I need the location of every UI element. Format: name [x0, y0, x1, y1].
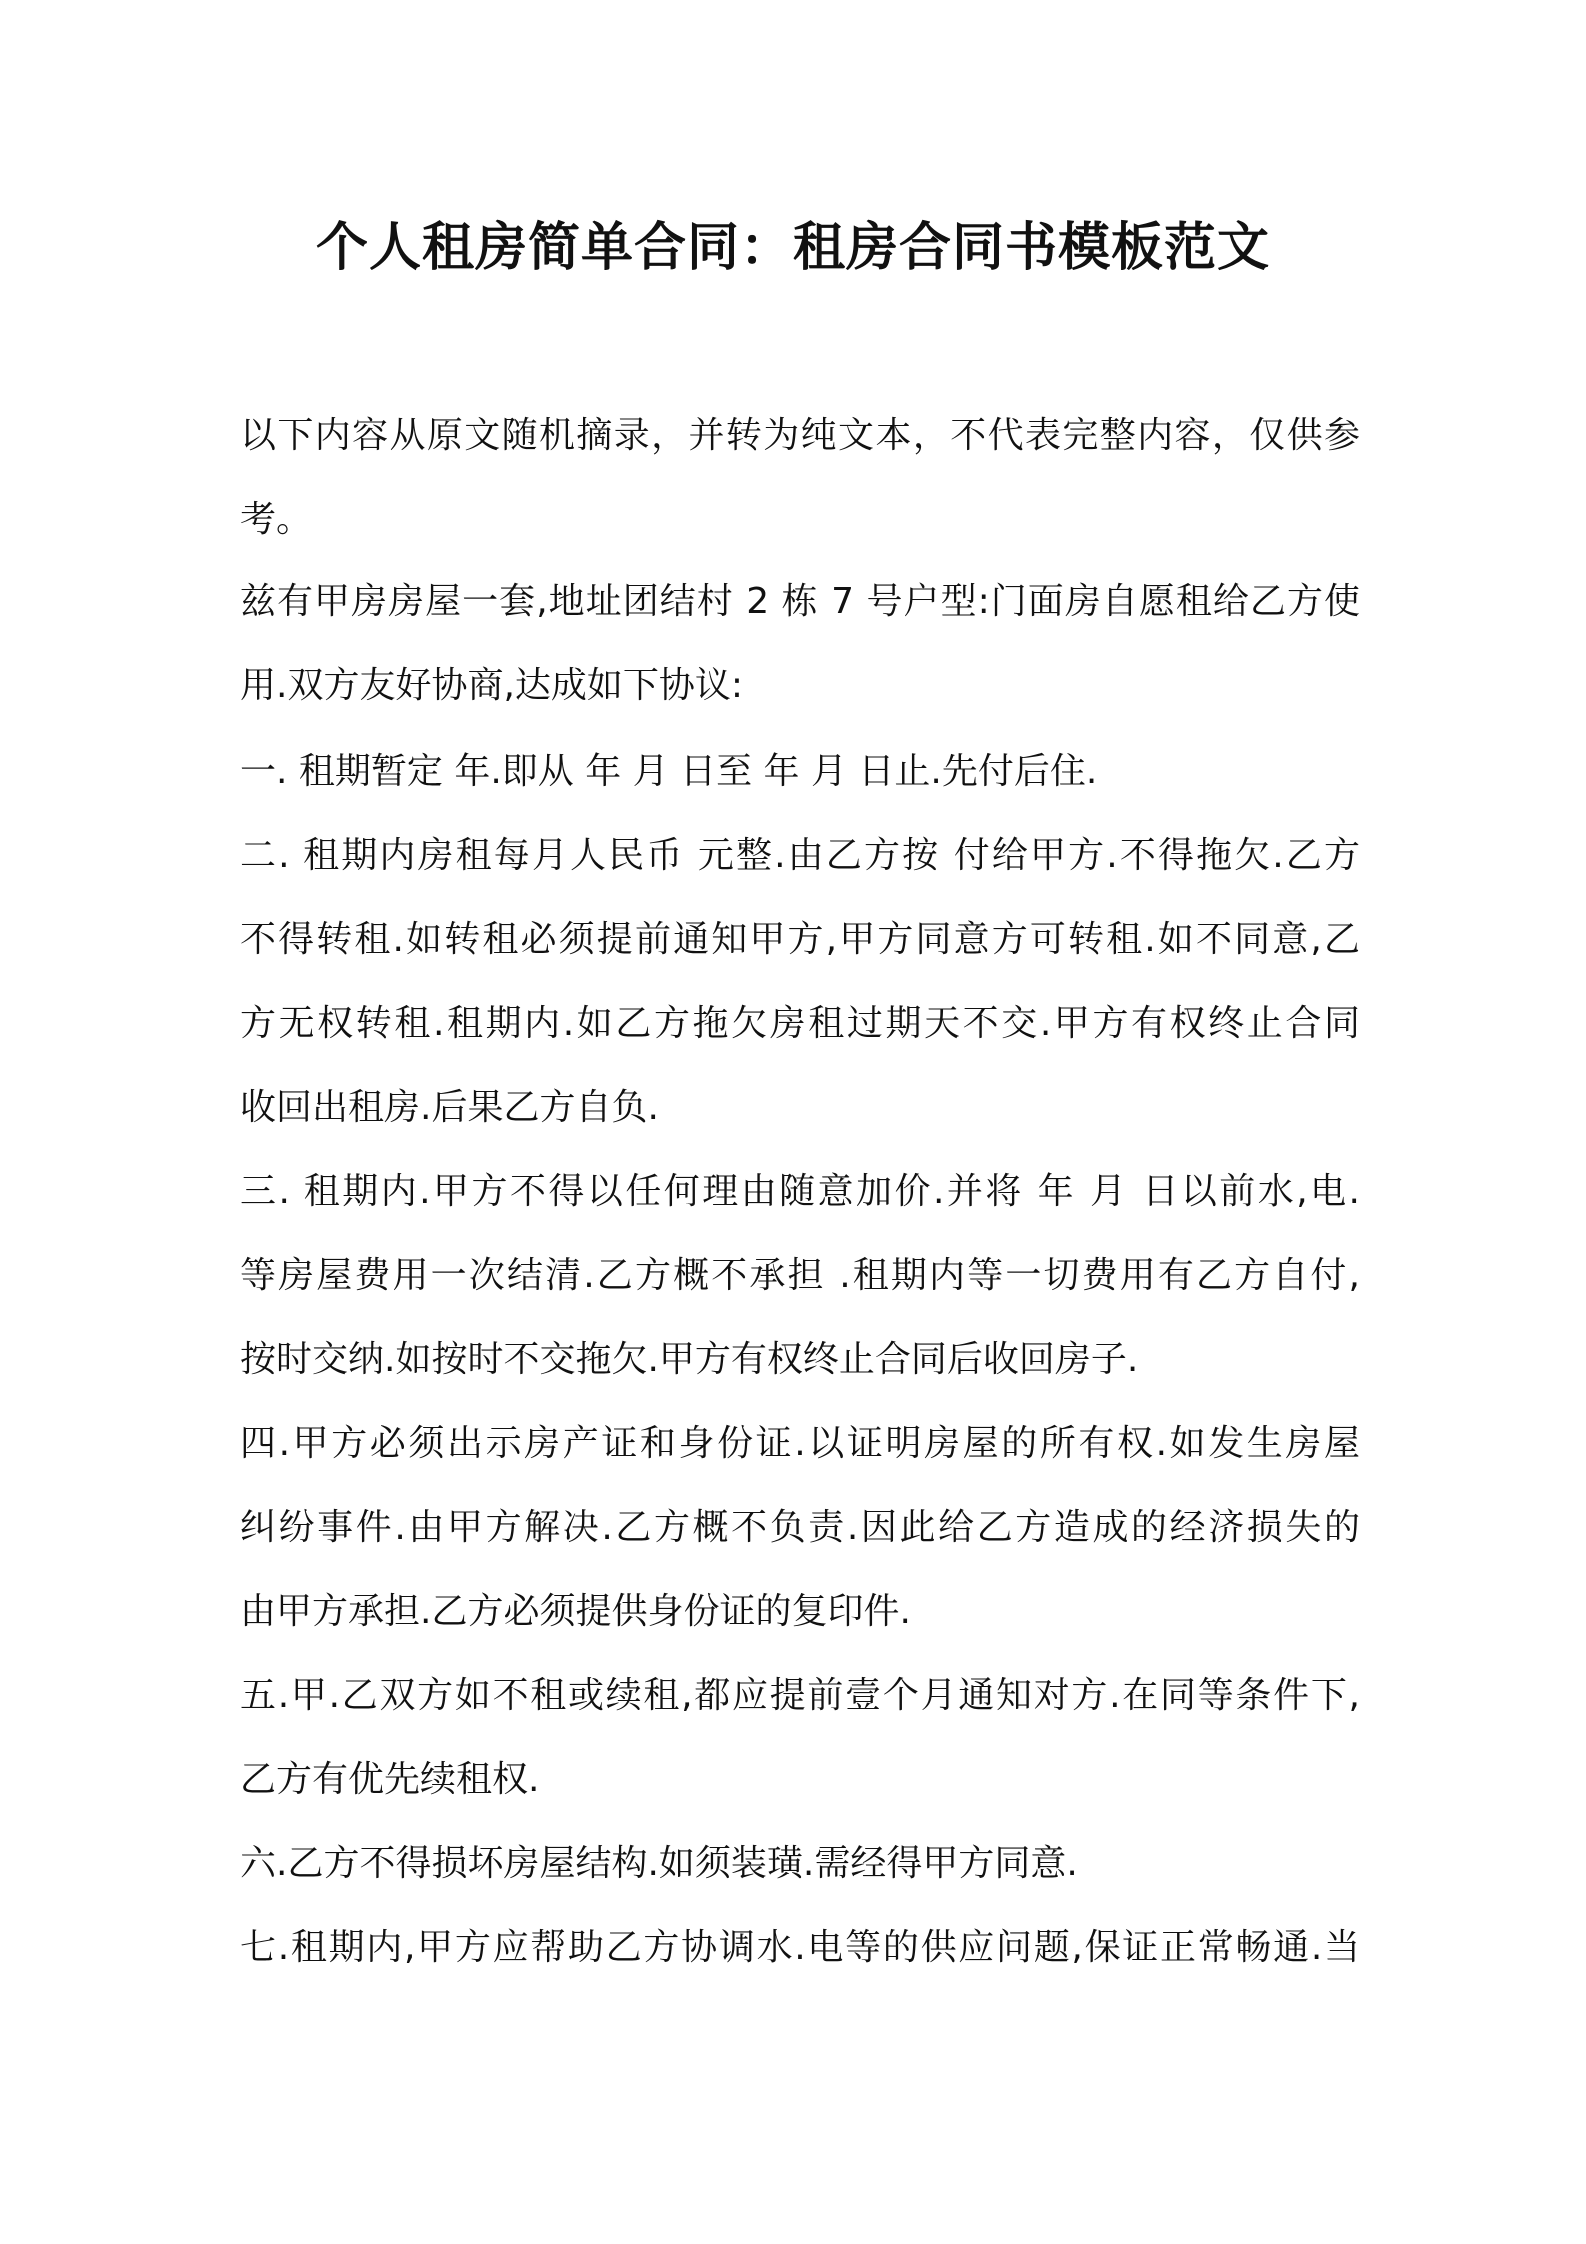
- clause-line: 纠纷事件.由甲方解决.乙方概不负责.因此给乙方造成的经济损失的: [240, 1507, 1360, 1548]
- clause-line: 不得转租.如转租必须提前通知甲方,甲方同意方可转租.如不同意,乙: [240, 919, 1360, 960]
- clause-line: 等房屋费用一次结清.乙方概不承担 .租期内等一切费用有乙方自付,: [240, 1255, 1360, 1296]
- paragraph-line: 兹有甲房房屋一套,地址团结村 2 栋 7 号户型:门面房自愿租给乙方使: [240, 581, 1360, 622]
- clause-line: 乙方有优先续租权.: [240, 1759, 540, 1800]
- clause-line: 五.甲.乙双方如不租或续租,都应提前壹个月通知对方.在同等条件下,: [240, 1675, 1360, 1716]
- paragraph-line: 用.双方友好协商,达成如下协议:: [240, 665, 744, 706]
- paragraph-line: 考。: [240, 499, 313, 540]
- clause-line: 六.乙方不得损坏房屋结构.如须装璜.需经得甲方同意.: [240, 1843, 1078, 1884]
- clause-line: 七.租期内,甲方应帮助乙方协调水.电等的供应问题,保证正常畅通.当: [240, 1927, 1360, 1968]
- clause-line: 由甲方承担.乙方必须提供身份证的复印件.: [240, 1591, 911, 1632]
- clause-line: 按时交纳.如按时不交拖欠.甲方有权终止合同后收回房子.: [240, 1339, 1139, 1380]
- document-title: 个人租房简单合同：租房合同书模板范文: [315, 218, 1270, 278]
- paragraph-line: 以下内容从原文随机摘录，并转为纯文本，不代表完整内容，仅供参: [240, 415, 1360, 456]
- clause-line: 四.甲方必须出示房产证和身份证.以证明房屋的所有权.如发生房屋: [240, 1423, 1360, 1464]
- clause-line: 收回出租房.后果乙方自负.: [240, 1087, 659, 1128]
- clause-line: 二. 租期内房租每月人民币 元整.由乙方按 付给甲方.不得拖欠.乙方: [240, 835, 1360, 876]
- clause-line: 方无权转租.租期内.如乙方拖欠房租过期天不交.甲方有权终止合同: [240, 1003, 1360, 1044]
- clause-line: 三. 租期内.甲方不得以任何理由随意加价.并将 年 月 日以前水,电.: [240, 1171, 1360, 1212]
- clause-line: 一. 租期暂定 年.即从 年 月 日至 年 月 日止.先付后住.: [240, 751, 1098, 792]
